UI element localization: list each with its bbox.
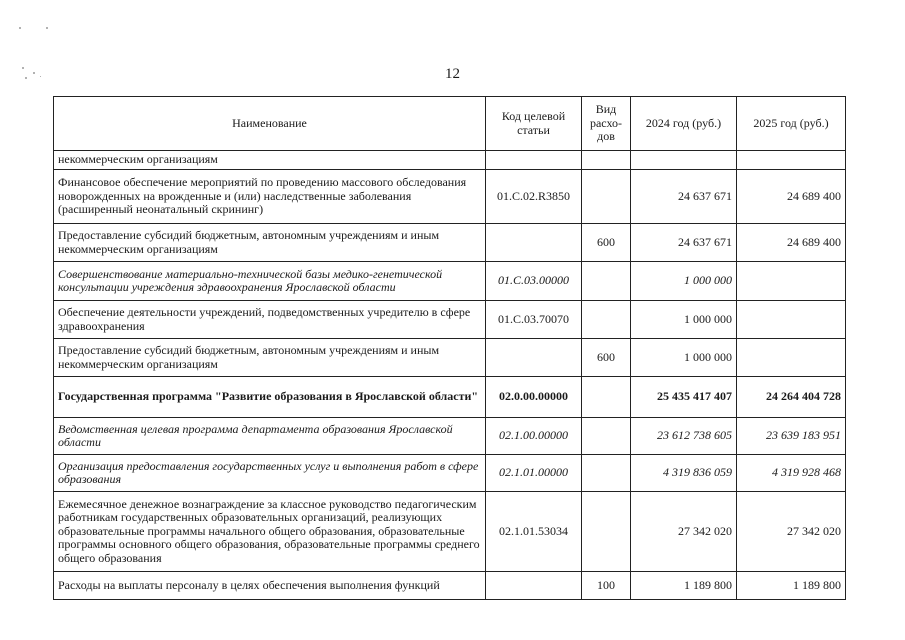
row-code-cell	[486, 572, 582, 600]
row-name-cell: Финансовое обеспечение мероприятий по проведению массового обследования новорожденных на врожденные и (или) наследственные заболевания (расширенный неонатальный скрининг)	[54, 170, 486, 224]
row-2025-cell: 24 264 404 728	[737, 377, 846, 418]
row-code-cell: 01.С.03.00000	[486, 262, 582, 301]
row-2024-cell: 1 000 000	[631, 301, 737, 339]
row-2025-cell: 4 319 928 468	[737, 455, 846, 492]
row-type-cell	[582, 170, 631, 224]
row-code-cell: 02.0.00.00000	[486, 377, 582, 418]
row-2024-cell: 4 319 836 059	[631, 455, 737, 492]
header-2024: 2024 год (руб.)	[631, 97, 737, 151]
row-2024-cell: 24 637 671	[631, 170, 737, 224]
row-name-cell: Предоставление субсидий бюджетным, автономным учреждениям и иным некоммерческим организациям	[54, 339, 486, 377]
table-body	[54, 151, 846, 600]
row-code-cell	[486, 339, 582, 377]
row-2025-cell	[737, 151, 846, 170]
row-name-cell: Совершенствование материально-технической базы медико-генетической консультации учреждения здравоохранения Ярославской области	[54, 262, 486, 301]
row-code-cell: 02.1.00.00000	[486, 418, 582, 455]
row-name-cell: некоммерческим организациям	[54, 151, 486, 170]
row-2024-cell: 1 000 000	[631, 262, 737, 301]
table-row	[54, 377, 846, 418]
table-row	[54, 492, 846, 572]
row-code-cell: 01.С.02.R3850	[486, 170, 582, 224]
table-row	[54, 262, 846, 301]
row-type-cell	[582, 301, 631, 339]
table-row	[54, 455, 846, 492]
page-number: 12	[445, 66, 460, 82]
row-type-cell	[582, 262, 631, 301]
table-row	[54, 170, 846, 224]
row-2025-cell: 27 342 020	[737, 492, 846, 572]
row-2024-cell: 25 435 417 407	[631, 377, 737, 418]
scan-speck	[46, 27, 48, 29]
row-name-cell: Расходы на выплаты персоналу в целях обеспечения выполнения функций	[54, 572, 486, 600]
budget-table	[53, 96, 846, 600]
row-2024-cell: 24 637 671	[631, 224, 737, 262]
table-row	[54, 418, 846, 455]
header-name: Наименование	[54, 97, 486, 151]
row-2024-cell: 23 612 738 605	[631, 418, 737, 455]
table-row	[54, 224, 846, 262]
header-code: Код целевой статьи	[486, 97, 582, 151]
row-2024-cell: 27 342 020	[631, 492, 737, 572]
row-2025-cell	[737, 301, 846, 339]
row-code-cell	[486, 224, 582, 262]
table-row	[54, 572, 846, 600]
scan-speck	[19, 27, 21, 29]
row-name-cell: Ведомственная целевая программа департамента образования Ярославской области	[54, 418, 486, 455]
row-code-cell: 02.1.01.53034	[486, 492, 582, 572]
row-2025-cell	[737, 262, 846, 301]
row-code-cell	[486, 151, 582, 170]
table-row	[54, 339, 846, 377]
row-2025-cell: 23 639 183 951	[737, 418, 846, 455]
row-2024-cell: 1 000 000	[631, 339, 737, 377]
row-name-cell: Обеспечение деятельности учреждений, подведомственных учредителю в сфере здравоохранения	[54, 301, 486, 339]
row-2024-cell: 1 189 800	[631, 572, 737, 600]
row-type-cell	[582, 455, 631, 492]
row-type-cell	[582, 151, 631, 170]
row-type-cell: 100	[582, 572, 631, 600]
row-2025-cell: 24 689 400	[737, 170, 846, 224]
table-row	[54, 301, 846, 339]
row-code-cell: 01.С.03.70070	[486, 301, 582, 339]
row-name-cell: Ежемесячное денежное вознаграждение за классное руководство педагогическим работникам государственных образовательных организаций, реализующих образовательные программы начального общего образования, образовательные программы основного общего образования, образовательные программы среднего общего образования	[54, 492, 486, 572]
row-type-cell	[582, 418, 631, 455]
table-row	[54, 151, 846, 170]
row-2025-cell: 1 189 800	[737, 572, 846, 600]
row-type-cell	[582, 492, 631, 572]
row-2025-cell: 24 689 400	[737, 224, 846, 262]
header-2025: 2025 год (руб.)	[737, 97, 846, 151]
row-2024-cell	[631, 151, 737, 170]
row-name-cell: Организация предоставления государственных услуг и выполнения работ в сфере образования	[54, 455, 486, 492]
row-type-cell: 600	[582, 339, 631, 377]
row-name-cell: Государственная программа "Развитие образования в Ярославской области"	[54, 377, 486, 418]
header-type: Вид расхо-дов	[582, 97, 631, 151]
row-name-cell: Предоставление субсидий бюджетным, автономным учреждениям и иным некоммерческим организациям	[54, 224, 486, 262]
row-type-cell	[582, 377, 631, 418]
row-2025-cell	[737, 339, 846, 377]
row-code-cell: 02.1.01.00000	[486, 455, 582, 492]
table-header-row	[54, 97, 846, 151]
row-type-cell: 600	[582, 224, 631, 262]
